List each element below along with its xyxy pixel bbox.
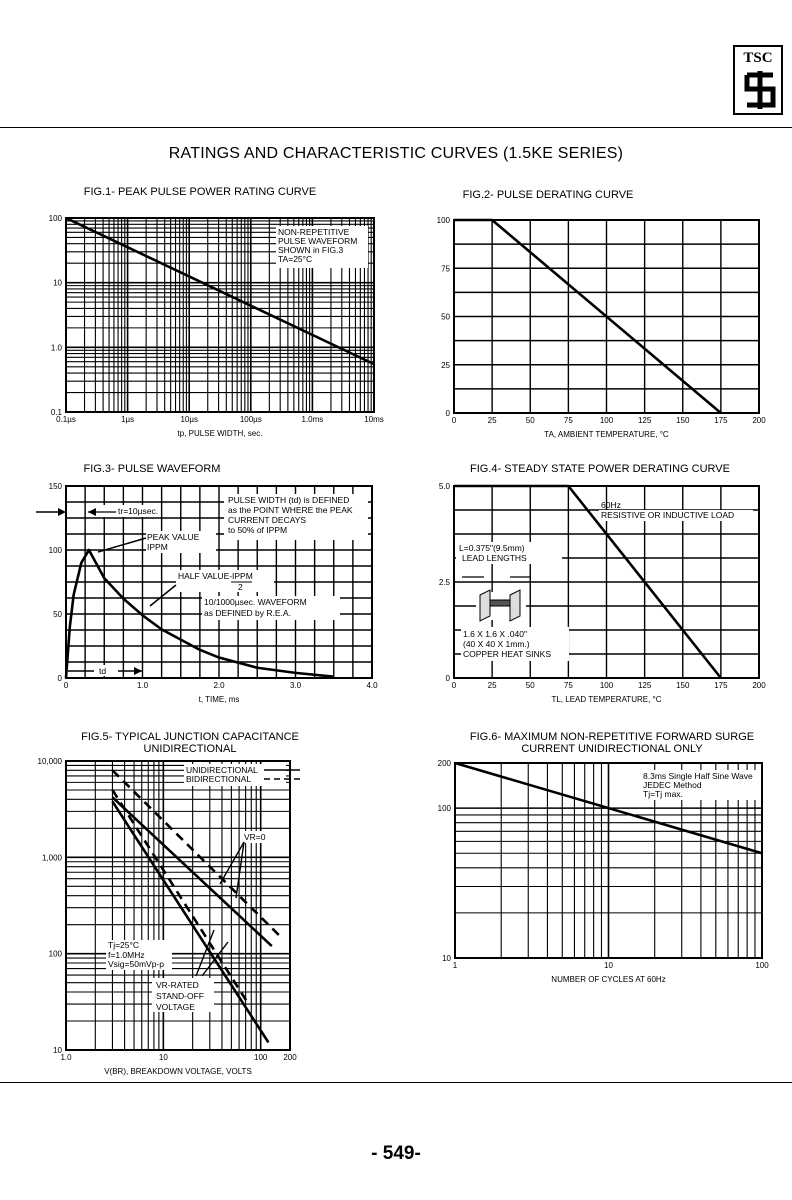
x-tick-label: 100 [599, 416, 614, 425]
chart-title: FIG.1- PEAK PULSE POWER RATING CURVE [83, 186, 317, 198]
x-tick-label: 1.0ms [301, 415, 324, 424]
logo-text: TSC [743, 50, 773, 66]
rise-time-label: tr=10µsec. [118, 506, 159, 516]
heat-sink-icon [510, 590, 520, 621]
y-tick-label: 100 [48, 949, 62, 959]
annotation-text: VR=0 [244, 832, 266, 842]
y-tick-label: 10 [53, 278, 62, 288]
y-tick-label: 25 [441, 360, 450, 370]
x-tick-label: 0 [451, 681, 457, 690]
y-tick-label: 100 [437, 804, 451, 814]
annotation-text: STAND-OFF [156, 991, 205, 1001]
y-tick-label: 75 [441, 264, 450, 274]
annotation-text: COPPER HEAT SINKS [463, 649, 552, 659]
y-tick-label: 0 [445, 409, 450, 418]
y-tick-label: 10 [53, 1046, 62, 1055]
annotation-text: 2 [238, 582, 243, 592]
chart-subtitle: CURRENT UNIDIRECTIONAL ONLY [521, 743, 703, 755]
chart-title: FIG.3- PULSE WAVEFORM [83, 463, 221, 475]
x-tick-label: 50 [525, 681, 535, 690]
annotation-text: Tj=Tj max. [643, 789, 683, 799]
x-tick-label: 2.0 [213, 681, 225, 690]
annotation-text: IPPM [232, 571, 253, 581]
x-tick-label: 10 [158, 1053, 168, 1062]
annotation-text: SHOWN in FIG.3 [278, 245, 344, 255]
annotation-text: RESISTIVE OR INDUCTIVE LOAD [601, 510, 735, 520]
y-tick-label: 2.5 [438, 578, 450, 587]
x-tick-label: 100µs [239, 415, 262, 424]
series-line [112, 790, 248, 1004]
x-tick-label: 0 [63, 681, 69, 690]
annotation-text: CURRENT DECAYS [228, 515, 307, 525]
annotation-text: to 50% of IPPM [228, 525, 288, 535]
x-tick-label: 75 [563, 681, 573, 690]
annotation-text: as DEFINED by R.E.A. [204, 608, 291, 618]
legend-label: UNIDIRECTIONAL [186, 765, 258, 775]
chart-title: FIG.6- MAXIMUM NON-REPETITIVE FORWARD SURGE [469, 731, 755, 743]
y-tick-label: 10,000 [37, 757, 62, 766]
heat-sink-icon [480, 590, 490, 621]
x-tick-label: 100 [755, 961, 769, 970]
x-tick-label: 200 [283, 1053, 297, 1062]
y-tick-label: 1,000 [41, 853, 62, 863]
annotation-text: f=1.0MHz [108, 950, 145, 960]
x-tick-label: 200 [752, 681, 766, 690]
y-tick-label: 100 [48, 214, 62, 223]
x-tick-label: 10 [604, 961, 613, 970]
annotation-text: TA=25°C [278, 254, 313, 264]
annotation-text: NON-REPETITIVE [278, 227, 350, 237]
x-tick-label: 200 [752, 416, 766, 425]
annotation-text: HALF VALUE- [178, 571, 233, 581]
x-tick-label: 25 [487, 681, 497, 690]
fig3-chart [36, 463, 378, 704]
annotation-text: 60Hz [601, 500, 621, 510]
x-tick-label: 100 [599, 681, 614, 690]
annotation-text: as the POINT WHERE the PEAK [228, 505, 353, 515]
x-tick-label: 4.0 [366, 681, 378, 690]
x-tick-label: 25 [487, 416, 497, 425]
y-tick-label: 5.0 [438, 482, 450, 491]
x-tick-label: 10ms [364, 415, 384, 424]
y-tick-label: 150 [48, 482, 62, 491]
annotation-text: 8.3ms Single Half Sine Wave [643, 771, 753, 781]
page-title: RATINGS AND CHARACTERISTIC CURVES (1.5KE SERIES) [168, 145, 624, 162]
annotation-text: PULSE WIDTH (td) is DEFINED [228, 495, 350, 505]
annotation-text: PULSE WAVEFORM [278, 236, 358, 246]
x-axis-label: tp, PULSE WIDTH, sec. [177, 429, 263, 438]
y-tick-label: 50 [441, 312, 450, 322]
annotation-text: 1.6 X 1.6 X .040" [463, 629, 527, 639]
y-tick-label: 10 [442, 954, 451, 963]
fig6-chart [438, 731, 770, 984]
x-tick-label: 175 [714, 416, 728, 425]
y-tick-label: 0 [445, 674, 450, 683]
chart-title: FIG.2- PULSE DERATING CURVE [462, 189, 634, 201]
chart-subtitle: UNIDIRECTIONAL [143, 743, 237, 755]
annotation-text: Vsig=50mVp-p [108, 959, 164, 969]
x-tick-label: 50 [525, 416, 535, 425]
y-tick-label: 50 [53, 610, 62, 619]
series-line [112, 770, 280, 936]
legend-label: BIDIRECTIONAL [186, 774, 252, 784]
annotation-text: (40 X 40 X 1mm.) [463, 639, 530, 649]
x-tick-label: 10µs [180, 415, 198, 424]
device-icon [490, 600, 510, 606]
annotation-text: 10/1000µsec. WAVEFORM [204, 597, 307, 607]
x-tick-label: 0.1µs [56, 415, 76, 424]
x-tick-label: 100 [254, 1053, 268, 1062]
x-tick-label: 0 [451, 416, 457, 425]
y-tick-label: 1.0 [50, 343, 62, 353]
fig1-chart [49, 186, 384, 438]
page-number: - 549- [371, 1143, 421, 1164]
x-tick-label: 75 [563, 416, 573, 425]
annotation-text: VOLTAGE [156, 1002, 195, 1012]
fig5-chart [38, 731, 300, 1076]
annotation-text: IPPM [147, 542, 168, 552]
fig2-chart [437, 189, 767, 439]
y-tick-label: 0.1 [50, 408, 62, 417]
annotation-text: td [99, 666, 107, 676]
x-axis-label: NUMBER OF CYCLES AT 60Hz [551, 975, 666, 984]
x-axis-label: TL, LEAD TEMPERATURE, °C [551, 695, 662, 704]
arrow-head [58, 508, 66, 516]
y-tick-label: 100 [48, 546, 62, 555]
x-axis-label: V(BR), BREAKDOWN VOLTAGE, VOLTS [104, 1067, 252, 1076]
annotation-text: PEAK VALUE [147, 532, 200, 542]
x-tick-label: 1 [452, 961, 458, 970]
x-tick-label: 3.0 [289, 681, 302, 690]
x-tick-label: 1µs [121, 415, 135, 424]
annotation-text: LEAD LENGTHS [462, 553, 527, 563]
annotation-text: L=0.375"(9.5mm) [459, 543, 525, 553]
annotation-text: Tj=25°C [108, 940, 140, 950]
x-tick-label: 150 [676, 416, 690, 425]
x-tick-label: 125 [637, 681, 652, 690]
x-tick-label: 175 [714, 681, 728, 690]
x-tick-label: 1.0 [60, 1053, 72, 1062]
y-tick-label: 200 [437, 759, 451, 768]
annotation-text: JEDEC Method [643, 780, 702, 790]
chart-title: FIG.4- STEADY STATE POWER DERATING CURVE [470, 463, 730, 475]
x-axis-label: t, TIME, ms [198, 695, 240, 704]
chart-title: FIG.5- TYPICAL JUNCTION CAPACITANCE [81, 731, 299, 743]
x-axis-label: TA, AMBIENT TEMPERATURE, °C [544, 430, 669, 439]
x-tick-label: 125 [637, 416, 652, 425]
leader-line [150, 585, 176, 606]
x-tick-label: 1.0 [136, 681, 149, 690]
annotation-text: VR-RATED [156, 980, 199, 990]
y-tick-label: 0 [57, 674, 62, 683]
y-tick-label: 100 [436, 216, 450, 225]
x-tick-label: 150 [676, 681, 690, 690]
footer-rule [0, 1082, 792, 1083]
fig4-chart [439, 463, 766, 704]
arrow-head [134, 667, 142, 675]
